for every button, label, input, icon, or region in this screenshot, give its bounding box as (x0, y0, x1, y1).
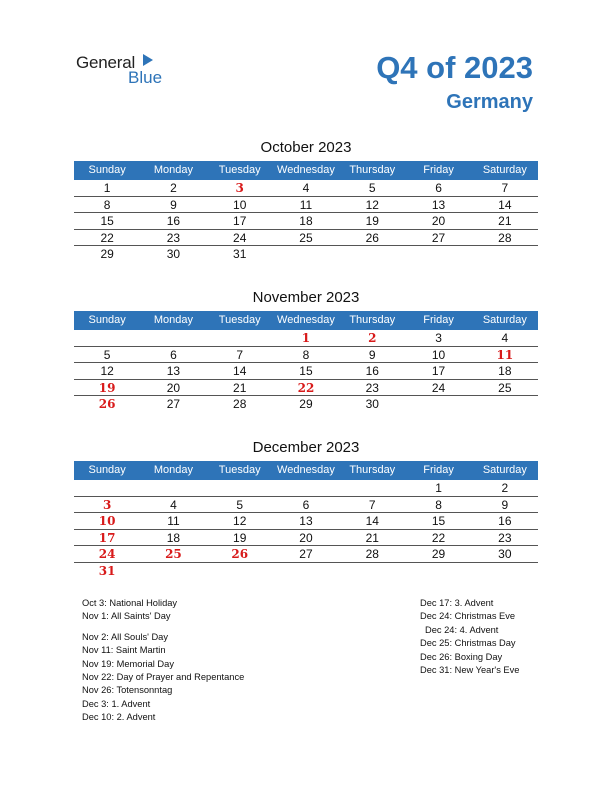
day-cell: 24 (431, 380, 446, 395)
day-cell: 26 (365, 230, 379, 245)
weekday-label: Monday (153, 314, 193, 326)
day-cell: 29 (431, 547, 446, 561)
day-cell: 16 (365, 364, 379, 378)
note-item: Dec 3: 1. Advent (82, 698, 151, 709)
day-cell: 26 (98, 397, 116, 411)
day-cell: 26 (231, 547, 249, 561)
day-cell: 2 (170, 181, 177, 195)
day-cell: 15 (100, 214, 114, 228)
day-cell: 20 (299, 530, 313, 545)
day-cell (273, 563, 339, 580)
generalblue-logo (76, 53, 176, 89)
logo-flag-icon (143, 54, 153, 66)
note-item: Dec 10: 2. Advent (82, 712, 156, 723)
day-cell: 17 (98, 530, 116, 545)
week-row (74, 530, 538, 547)
weekday-label: Thursday (349, 314, 396, 326)
day-cell: 30 (498, 547, 512, 561)
day-cell: 16 (166, 214, 181, 228)
month-title: October 2023 (260, 139, 352, 156)
day-cell: 2 (501, 481, 509, 495)
day-cell: 23 (166, 230, 181, 245)
day-cell: 22 (100, 230, 114, 245)
month-december (74, 438, 538, 579)
logo-general-text: General (76, 53, 136, 72)
week-row (74, 497, 538, 514)
day-cell: 20 (166, 380, 181, 395)
day-cell (405, 563, 471, 580)
day-cell (207, 480, 273, 496)
day-cell: 19 (233, 530, 247, 545)
weekday-label: Saturday (482, 314, 527, 326)
day-cell: 10 (233, 197, 247, 212)
day-cell: 25 (165, 547, 182, 561)
weekday-label: Thursday (349, 164, 396, 176)
note-item: Nov 1: All Saints' Day (82, 611, 171, 622)
day-cell: 11 (496, 347, 514, 362)
weekday-label: Monday (153, 164, 193, 176)
day-cell: 16 (498, 514, 512, 528)
week-row (74, 380, 538, 397)
note-item: Dec 24: 4. Advent (425, 624, 499, 635)
day-cell: 21 (498, 214, 512, 228)
week-row (74, 546, 538, 563)
week-row (74, 213, 538, 230)
day-cell: 14 (498, 197, 512, 212)
week-row (74, 246, 538, 263)
day-cell: 31 (98, 563, 116, 578)
day-cell (472, 563, 538, 580)
day-cell: 30 (365, 397, 379, 411)
country-title: Germany (446, 91, 533, 113)
day-cell (405, 246, 471, 263)
month-title: December 2023 (252, 439, 360, 456)
day-cell (140, 563, 206, 580)
week-row (74, 563, 538, 580)
day-cell: 23 (498, 530, 512, 545)
week-row (74, 230, 538, 247)
weekday-label: Friday (423, 314, 454, 326)
note-item: Nov 19: Memorial Day (82, 658, 174, 669)
day-cell: 3 (102, 497, 112, 512)
day-cell: 9 (368, 347, 376, 362)
weekday-label: Friday (423, 164, 454, 176)
day-cell: 25 (498, 380, 512, 395)
day-cell (339, 246, 405, 263)
page-title: Q4 of 2023 (376, 50, 533, 85)
day-cell: 20 (431, 214, 446, 228)
day-cell: 8 (302, 347, 310, 362)
week-row (74, 480, 538, 497)
day-cell: 1 (103, 181, 111, 195)
day-cell: 14 (233, 364, 247, 378)
day-cell: 3 (435, 331, 442, 345)
day-cell: 18 (166, 530, 181, 545)
day-cell: 15 (299, 364, 313, 378)
day-cell: 29 (299, 397, 313, 411)
day-cell: 6 (302, 497, 310, 512)
note-item: Dec 25: Christmas Day (420, 638, 516, 649)
day-cell: 28 (233, 397, 247, 411)
weekday-label: Tuesday (218, 164, 261, 176)
day-cell: 23 (365, 380, 379, 395)
day-cell (472, 246, 538, 263)
day-cell: 31 (233, 247, 247, 261)
day-cell: 12 (233, 514, 247, 528)
note-item: Nov 2: All Souls' Day (82, 631, 169, 642)
weekday-label: Wednesday (277, 164, 335, 176)
day-cell: 29 (100, 247, 114, 261)
day-cell: 13 (431, 197, 446, 212)
day-cell (273, 480, 339, 496)
day-cell: 6 (170, 347, 177, 362)
day-cell: 21 (233, 380, 247, 395)
day-cell: 14 (365, 514, 379, 528)
day-cell (207, 330, 273, 346)
month-title: November 2023 (252, 289, 360, 306)
day-cell: 6 (435, 181, 442, 195)
weekday-header (74, 311, 538, 330)
week-row (74, 197, 538, 214)
note-item: Dec 24: Christmas Eve (420, 611, 516, 622)
day-cell: 21 (365, 530, 379, 545)
day-cell (140, 480, 206, 496)
weekday-label: Thursday (349, 464, 396, 476)
note-item: Nov 26: Totensonntag (82, 685, 173, 696)
note-item: Oct 3: National Holiday (82, 598, 178, 608)
weekday-label: Saturday (482, 464, 527, 476)
day-cell: 7 (236, 347, 244, 362)
day-cell (273, 246, 339, 263)
day-cell (140, 330, 206, 346)
day-cell (74, 330, 140, 346)
day-cell: 5 (103, 347, 111, 362)
weekday-label: Sunday (88, 164, 126, 176)
day-cell: 4 (501, 331, 509, 345)
week-row (74, 347, 538, 364)
day-cell: 22 (431, 530, 446, 545)
day-cell: 27 (431, 230, 446, 245)
note-item: Dec 17: 3. Advent (420, 598, 494, 608)
day-cell: 9 (501, 497, 509, 512)
weekday-label: Wednesday (277, 314, 335, 326)
day-cell: 11 (299, 197, 313, 212)
note-item: Nov 22: Day of Prayer and Repentance (82, 672, 245, 683)
note-item: Nov 11: Saint Martin (82, 645, 166, 656)
weekday-label: Sunday (88, 464, 126, 476)
day-cell: 10 (98, 514, 116, 528)
month-november (74, 288, 538, 413)
holiday-notes-left (82, 597, 244, 725)
day-cell: 22 (297, 380, 315, 395)
day-cell: 25 (299, 230, 313, 245)
day-cell: 4 (170, 497, 177, 512)
week-row (74, 330, 538, 347)
month-october (74, 138, 538, 263)
weekday-label: Wednesday (277, 464, 335, 476)
day-cell: 5 (236, 497, 244, 512)
note-item: Dec 26: Boxing Day (420, 651, 503, 662)
day-cell: 13 (166, 364, 181, 378)
day-cell (339, 480, 405, 496)
day-cell: 12 (365, 197, 379, 212)
day-cell (339, 563, 405, 580)
weekday-label: Tuesday (218, 464, 261, 476)
day-cell: 27 (166, 397, 181, 411)
day-cell: 1 (435, 481, 442, 495)
day-cell (405, 396, 471, 413)
day-cell: 7 (368, 497, 376, 512)
notes-gap (82, 624, 244, 631)
day-cell: 9 (170, 197, 177, 212)
weekday-label: Sunday (88, 314, 126, 326)
weekday-label: Friday (423, 464, 454, 476)
weekday-label: Saturday (482, 164, 527, 176)
day-cell: 1 (301, 331, 311, 345)
day-cell: 12 (100, 364, 114, 378)
weekday-header (74, 461, 538, 480)
day-cell: 24 (98, 547, 116, 561)
weekday-label: Monday (153, 464, 193, 476)
week-row (74, 180, 538, 197)
day-cell: 17 (431, 364, 446, 378)
holiday-notes-right (420, 597, 519, 677)
day-cell: 5 (368, 181, 376, 195)
week-row (74, 396, 538, 413)
day-cell: 3 (235, 181, 244, 195)
weekday-header (74, 161, 538, 180)
day-cell: 28 (365, 547, 379, 561)
day-cell: 19 (98, 380, 116, 395)
logo-blue-text: Blue (128, 68, 163, 87)
day-cell: 2 (368, 331, 377, 345)
day-cell: 11 (167, 514, 180, 528)
weekday-label: Tuesday (218, 314, 261, 326)
day-cell (74, 480, 140, 496)
day-cell (207, 563, 273, 580)
week-row (74, 363, 538, 380)
day-cell: 8 (103, 197, 111, 212)
day-cell: 17 (233, 214, 247, 228)
day-cell: 13 (299, 514, 313, 528)
day-cell: 4 (302, 181, 310, 195)
day-cell: 24 (233, 230, 247, 245)
day-cell (472, 396, 538, 413)
day-cell: 19 (365, 214, 379, 228)
day-cell: 18 (299, 214, 313, 228)
day-cell: 28 (498, 230, 512, 245)
day-cell: 7 (501, 181, 509, 195)
note-item: Dec 31: New Year's Eve (420, 665, 520, 676)
day-cell: 18 (498, 364, 512, 378)
day-cell: 27 (299, 547, 313, 561)
day-cell: 30 (166, 247, 181, 261)
day-cell: 8 (435, 497, 442, 512)
day-cell: 10 (431, 347, 446, 362)
day-cell: 15 (431, 514, 446, 528)
week-row (74, 513, 538, 530)
